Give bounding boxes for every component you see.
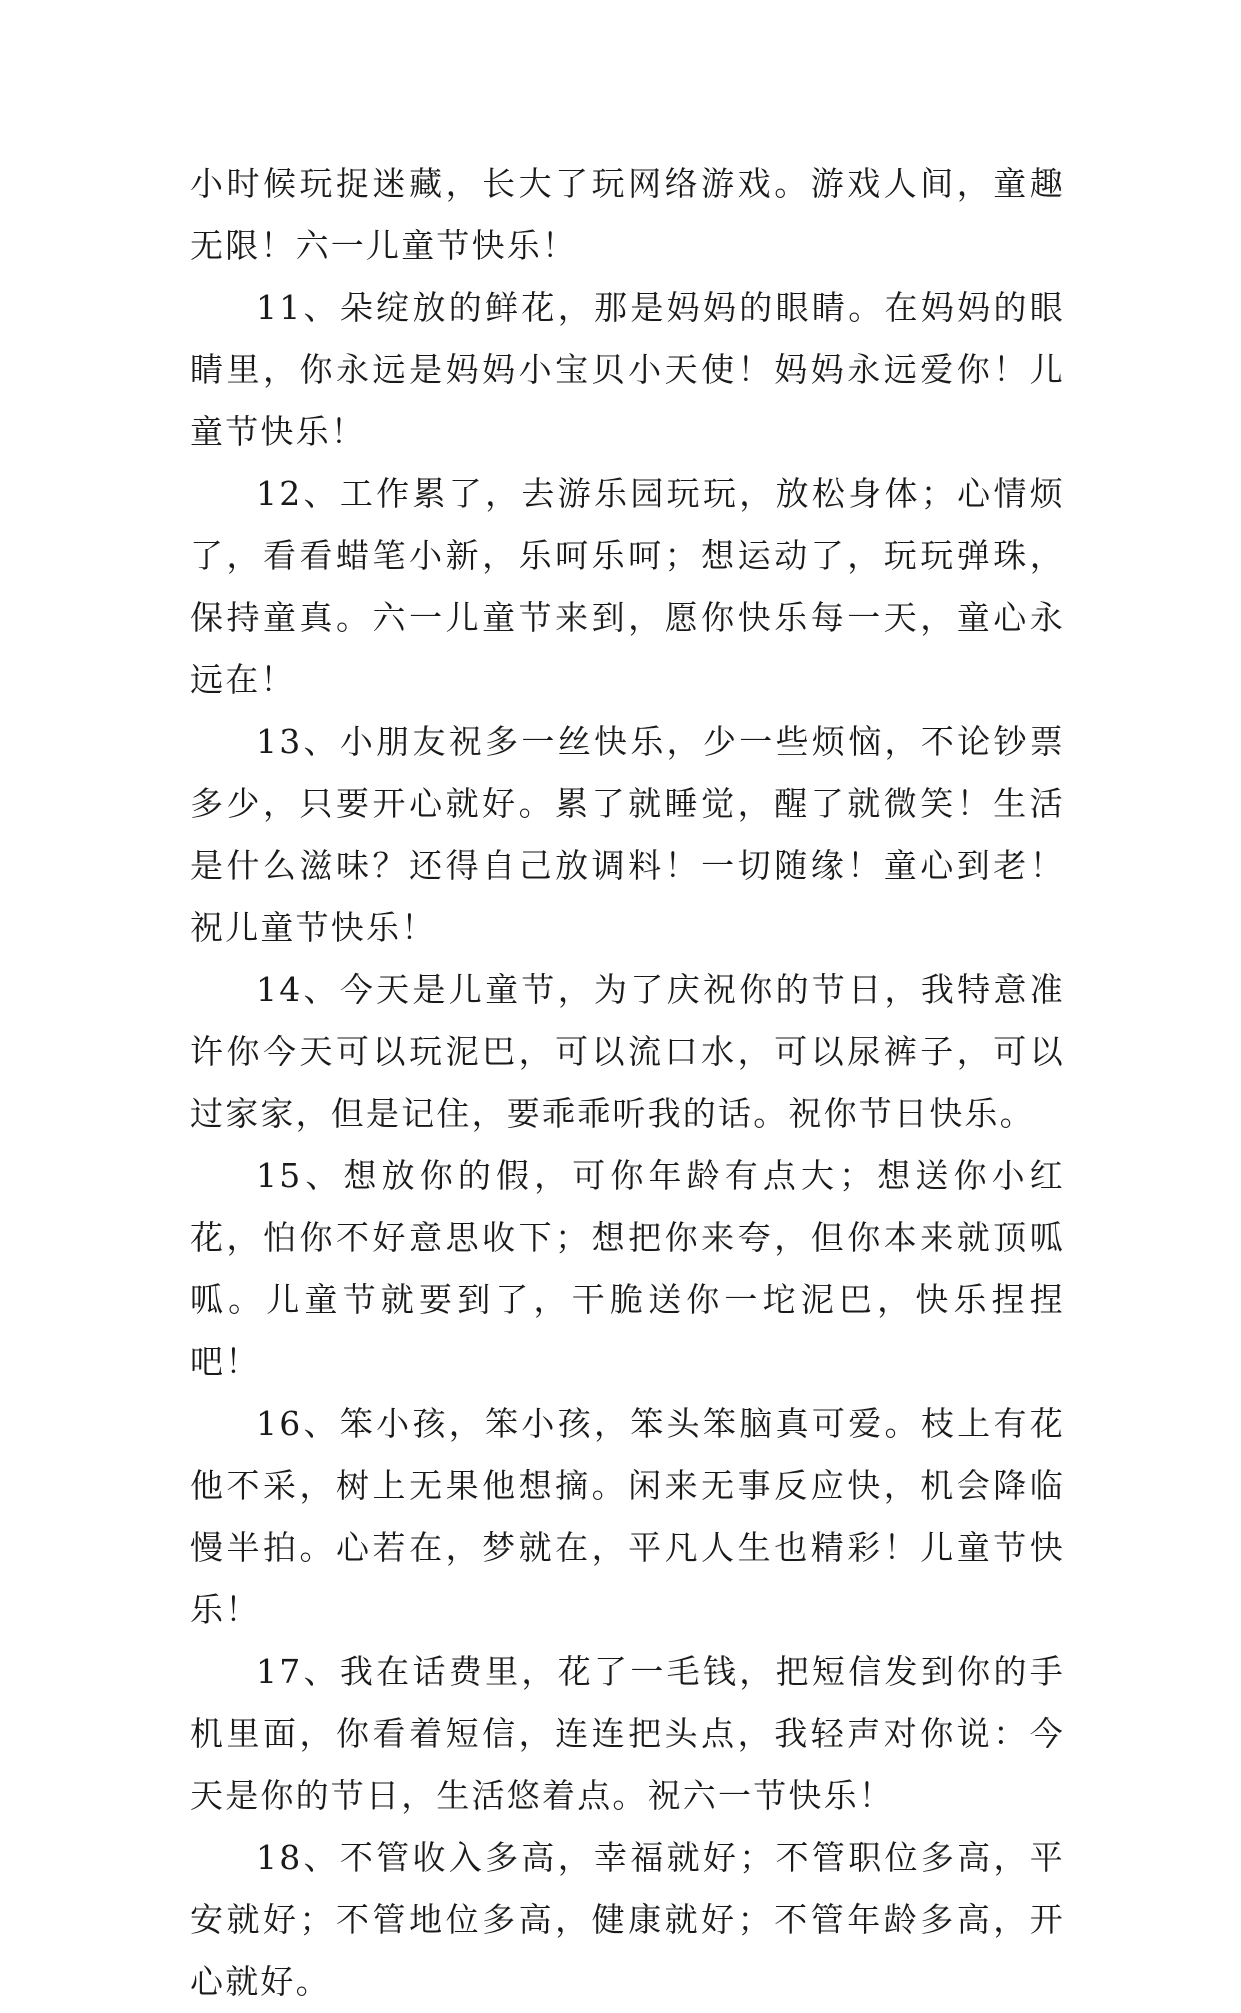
paragraph-16: 16、笨小孩，笨小孩，笨头笨脑真可爱。枝上有花他不采，树上无果他想摘。闲来无事反应快，机会降临慢半拍。心若在，梦就在，平凡人生也精彩！儿童节快乐！ <box>190 1404 1065 1629</box>
paragraph-intro: 小时候玩捉迷藏，长大了玩网络游戏。游戏人间，童趣无限！六一儿童节快乐！ <box>190 164 1065 265</box>
paragraph-15: 15、想放你的假，可你年龄有点大；想送你小红花，怕你不好意思收下；想把你来夸，但你本来就顶呱呱。儿童节就要到了，干脆送你一坨泥巴，快乐捏捏吧！ <box>190 1156 1065 1381</box>
paragraph-11: 11、朵绽放的鲜花，那是妈妈的眼睛。在妈妈的眼睛里，你永远是妈妈小宝贝小天使！妈妈永远爱你！儿童节快乐！ <box>190 288 1065 451</box>
paragraph-14: 14、今天是儿童节，为了庆祝你的节日，我特意准许你今天可以玩泥巴，可以流口水，可以尿裤子，可以过家家，但是记住，要乖乖听我的话。祝你节日快乐。 <box>190 970 1065 1133</box>
paragraph-13: 13、小朋友祝多一丝快乐，少一些烦恼，不论钞票多少，只要开心就好。累了就睡觉，醒了就微笑！生活是什么滋味？还得自己放调料！一切随缘！童心到老！祝儿童节快乐！ <box>190 722 1065 947</box>
paragraph-12: 12、工作累了，去游乐园玩玩，放松身体；心情烦了，看看蜡笔小新，乐呵乐呵；想运动了，玩玩弹珠，保持童真。六一儿童节来到，愿你快乐每一天，童心永远在！ <box>190 474 1065 699</box>
document-body <box>190 153 1065 2013</box>
paragraph-18: 18、不管收入多高，幸福就好；不管职位多高，平安就好；不管地位多高，健康就好；不管年龄多高，开心就好。 <box>190 1838 1065 2001</box>
paragraph-17: 17、我在话费里，花了一毛钱，把短信发到你的手机里面，你看着短信，连连把头点，我轻声对你说：今天是你的节日，生活悠着点。祝六一节快乐！ <box>190 1652 1065 1815</box>
